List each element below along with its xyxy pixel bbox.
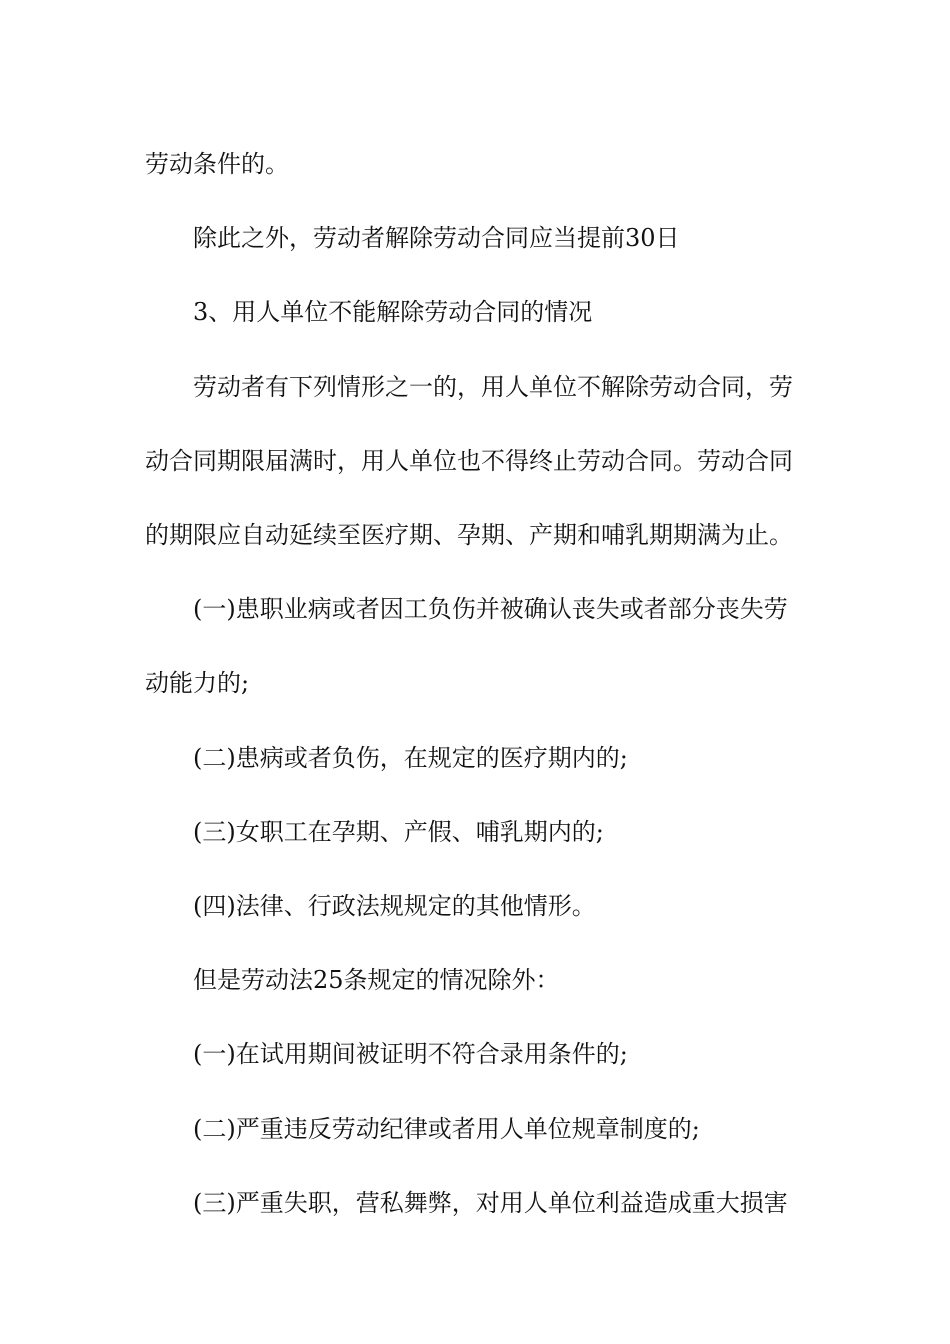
list-item: (三)严重失职，营私舞弊，对用人单位利益造成重大损害	[193, 1188, 788, 1217]
list-item: (二)患病或者负伤，在规定的医疗期内的;	[193, 743, 628, 772]
document-body	[145, 127, 807, 1240]
list-item: (一)患职业病或者因工负伤并被确认丧失或者部分丧失劳	[193, 595, 788, 624]
text-line-continuation: 动能力的;	[145, 669, 250, 698]
text-line-continuation: 动合同期限届满时，用人单位也不得终止劳动合同。劳动合同	[145, 446, 793, 475]
section-heading: 3、用人单位不能解除劳动合同的情况	[193, 298, 593, 327]
list-item: (一)在试用期间被证明不符合录用条件的;	[193, 1040, 628, 1069]
text-line-continuation: 劳动条件的。	[145, 150, 289, 178]
text-line-paragraph: 劳动者有下列情形之一的，用人单位不解除劳动合同，劳	[193, 372, 793, 401]
list-item: (三)女职工在孕期、产假、哺乳期内的;	[193, 817, 604, 846]
text-line-paragraph: 除此之外，劳动者解除劳动合同应当提前30日	[193, 224, 680, 253]
text-line-continuation: 的期限应自动延续至医疗期、孕期、产期和哺乳期期满为止。	[145, 521, 793, 550]
list-item: (二)严重违反劳动纪律或者用人单位规章制度的;	[193, 1114, 700, 1143]
text-line-paragraph: 但是劳动法25条规定的情况除外：	[193, 966, 560, 995]
list-item: (四)法律、行政法规规定的其他情形。	[193, 892, 596, 921]
